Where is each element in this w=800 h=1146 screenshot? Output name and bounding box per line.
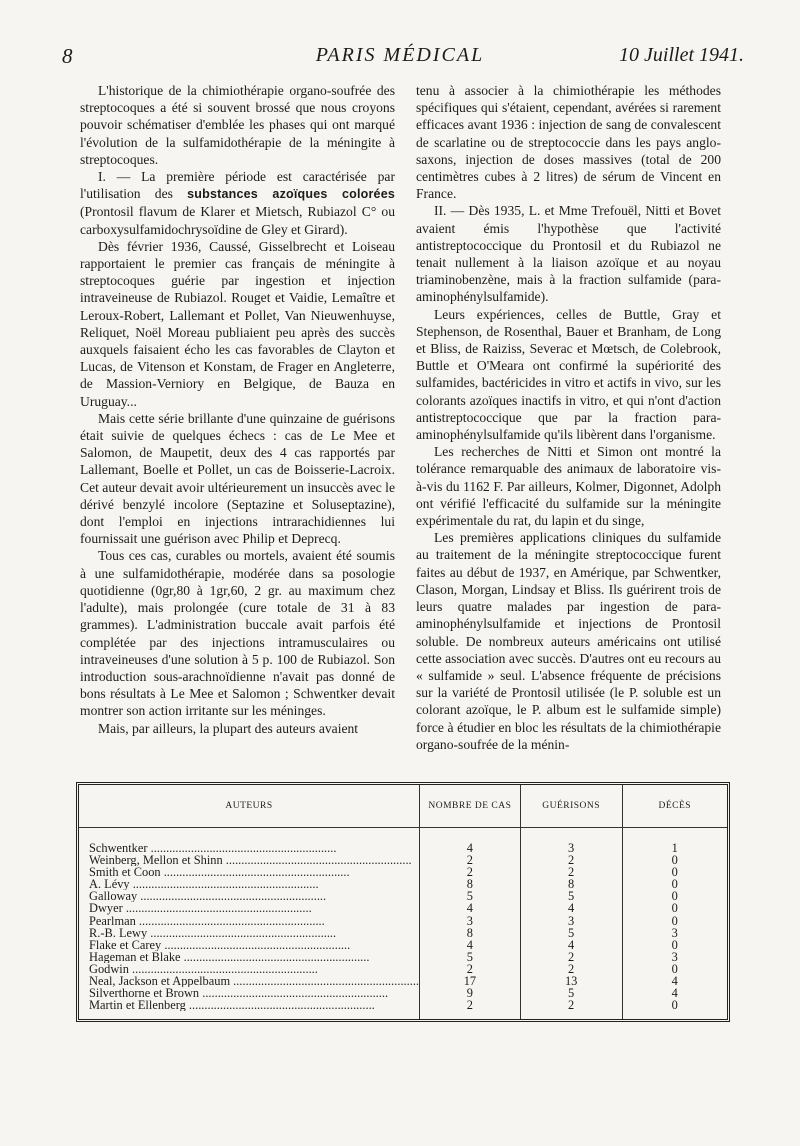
running-header <box>56 44 744 74</box>
table-value-recoveries: 3 <box>568 841 575 855</box>
header-recoveries: GUÉRISONS <box>520 785 622 828</box>
header-cases: NOMBRE DE CAS <box>420 785 521 828</box>
period-one-emphasis: substances azoïques colorées <box>187 187 396 202</box>
table-value-recoveries: 5 <box>568 925 575 940</box>
table-value-deaths: 0 <box>671 937 678 952</box>
table-value-deaths: 3 <box>671 949 678 964</box>
table-value-recoveries: 2 <box>568 961 575 976</box>
table-value-recoveries: 8 <box>568 877 575 892</box>
paragraph: Les premières applications cliniques du sulfamide au traitement de la méningite streptococcique furent faites au début de 1937, en Amérique, par Schwentker, Clason, Morgan, Lindsay et Bliss. Ils guérirent trois de leurs quatre malades par ingestion de para-aminophénylsulfamide et injections de Prontosil soluble. De nombreux auteurs américains ont utilisé cette association avec succès. D'autres ont eu recours au « sulfamide » seul. L'absence fréquente de précisions sur la variété de Prontosil utilisée (le P. soluble est un colorant azoïque, le P. album est le sulfamide simple) force à étudier en bloc les résultats de la chimiothérapie organo-soufrée de la ménin- <box>416 530 721 752</box>
author-name: Galloway ............................................................ <box>89 890 327 903</box>
table-value-cases: 3 <box>466 913 473 928</box>
table-value-recoveries: 4 <box>568 937 575 952</box>
period-one-intro: I. — La première période est caractérisée par l'utilisation des <box>80 169 395 202</box>
paragraph: Les recherches de Nitti et Simon ont montré la tolérance remarquable des animaux de laboratoire vis-à-vis du 1162 F. Par ailleurs, Kolmer, Digonnet, Adolph ont vérifié l'efficacité du sulfamide sur la méningite expérimentale du rat, du lapin et du singe, <box>416 444 721 529</box>
table-value-recoveries: 4 <box>568 901 575 916</box>
paragraph: II. — Dès 1935, L. et Mme Trefouël, Nitti et Bovet avaient émis l'hypothèse que l'activité antistreptococcique du Prontosil et du Rubiazol ne tenait nullement à la liaison azoïque et au noyau triaminobenzène, mais à la fraction sulfamide (para-aminophénylsulfamide). <box>416 203 721 305</box>
author-name: A. Lévy ............................................................ <box>89 878 319 891</box>
table-value-cases: 2 <box>466 961 473 976</box>
paragraph: Mais, par ailleurs, la plupart des auteurs avaient <box>98 720 359 736</box>
author-name: Neal, Jackson et Appelbaum ............................................................ <box>89 975 420 988</box>
table-value-deaths: 3 <box>671 925 678 940</box>
table-value-cases: 5 <box>466 889 473 904</box>
table-value-deaths: 4 <box>671 974 678 989</box>
table-value-deaths: 0 <box>671 998 678 1013</box>
table-value-deaths: 0 <box>671 889 678 904</box>
table-value-cases: 2 <box>466 998 473 1013</box>
paragraph: Tous ces cas, curables ou mortels, avaient été soumis à une sulfamidothérapie, modérée dans sa posologie quotidienne (0gr,80 à 1gr,60, 2 gr. au maximum chez l'adulte), mais prolongée (cure totale de 31 à 83 grammes). L'administration buccale avait parfois été complétée par des injections intramusculaires ou intraveineuses d'une solution à 5 p. 100 de Rubiazol. Son introduction sous-arachnoïdienne n'avait pas donné de bons résultats à Le Mee et Salomon ; Schwentker devait montrer son action irritante sur les méninges. <box>80 548 395 719</box>
author-name: R.-B. Lewy ............................................................ <box>89 926 337 939</box>
left-column <box>80 82 395 737</box>
table-value-recoveries: 2 <box>568 949 575 964</box>
table-value-recoveries: 2 <box>568 998 575 1013</box>
table-value-recoveries: 2 <box>568 865 575 880</box>
column-recoveries <box>520 828 622 1020</box>
table-value-recoveries: 2 <box>568 853 575 868</box>
author-name: Martin et Ellenberg ............................................................ <box>89 999 375 1012</box>
author-name: Schwentker ............................................................ <box>89 842 337 855</box>
table-value-cases: 4 <box>466 841 473 855</box>
table-value-recoveries: 5 <box>568 889 575 904</box>
table-value-cases: 9 <box>466 986 473 1001</box>
author-name: Dwyer ............................................................ <box>89 902 312 915</box>
right-column <box>416 82 721 753</box>
table-value-recoveries: 3 <box>568 913 575 928</box>
page-number: 8 <box>62 44 73 68</box>
table-value-deaths: 0 <box>671 961 678 976</box>
issue-date: 10 Juillet 1941. <box>619 44 744 66</box>
table-value-recoveries: 13 <box>564 974 578 989</box>
table-value-deaths: 1 <box>671 841 678 855</box>
author-name: Smith et Coon ............................................................ <box>89 866 350 879</box>
table-value-deaths: 4 <box>671 986 678 1001</box>
table-value-cases: 2 <box>466 853 473 868</box>
author-name: Hageman et Blake ............................................................ <box>89 950 370 963</box>
table-value-cases: 4 <box>466 901 473 916</box>
paragraph: Leurs expériences, celles de Buttle, Gray et Stephenson, de Rosenthal, Bauer et Branham, de Long et Bliss, de Raiziss, Severac et Mœtsch, de Colebrook, Buttle et O'Meara ont confirmé la supériorité des sulfamides, bactéricides in vitro et actifs in vivo, sur les colorants azoïques inactifs in vitro, et qui n'ont d'action antistreptococcique que par la fraction para-aminophénylsulfamide qu'ils libèrent dans l'organisme. <box>416 306 721 443</box>
paragraph: Mais cette série brillante d'une quinzaine de guérisons était suivie de quelques échecs : cas de Le Mee et Salomon, de Maupetit, deux des 4 cas rapportés par Lallemant, Boelle et Pollet, un cas de Boisserie-Lacroix. Cet auteur devait avoir ultérieurement un insuccès avec le dérivé benzylé incolore (Septazine et Soluseptazine), dont l'emploi en injections intrarachidiennes lui fournissait une guérison avec Philip et Deprecq. <box>80 410 395 547</box>
period-one-paragraph <box>80 168 395 238</box>
table-value-cases: 8 <box>466 925 473 940</box>
table-value-deaths: 0 <box>671 865 678 880</box>
author-name: Silverthorne et Brown ............................................................ <box>89 987 389 1000</box>
table-value-cases: 5 <box>466 949 473 964</box>
header-authors: AUTEURS <box>79 785 420 828</box>
table-value-deaths: 0 <box>671 877 678 892</box>
column-authors <box>79 828 420 1020</box>
author-name: Flake et Carey ............................................................ <box>89 938 351 951</box>
period-one-text: (Prontosil flavum de Klarer et Mietsch, Rubiazol C° ou carboxysulfamidochrysoïdine de Gley et Girard). <box>80 204 395 237</box>
table-value-deaths: 0 <box>671 901 678 916</box>
results-table <box>76 782 730 1022</box>
table-value-cases: 4 <box>466 937 473 952</box>
paragraph: Dès février 1936, Caussé, Gisselbrecht et Loiseau rapportaient le premier cas français de méningite à streptocoques guérie par ingestion et injection intraveineuse de Rubiazol. Rouget et Vaidie, Lemaître et Leroux-Robert, Lallemant et Pollet, Van Nieuwenhuyse, Reliquet, Noël Moreau publiaient peu après des succès auxquels faisaient écho les cas favorables de Clayton et Lucas, de Vitenson et Konstam, de Frager en Angleterre, de Massion-Verniory en Belgique, de Bauza en Uruguay... <box>80 238 395 409</box>
author-name: Pearlman ............................................................ <box>89 914 325 927</box>
paragraph: L'historique de la chimiothérapie organo-soufrée des streptocoques a été si souvent brossé que nous croyons pouvoir schématiser d'emblée les phases qui ont marqué l'évolution de la sulfamidothérapie de la méningite à streptocoques. <box>80 83 395 167</box>
table-value-recoveries: 5 <box>568 986 575 1001</box>
author-name: Godwin ............................................................ <box>89 962 318 976</box>
author-name: Weinberg, Mellon et Shinn ............................................................ <box>89 854 412 867</box>
table-value-deaths: 0 <box>671 913 678 928</box>
table-value-deaths: 0 <box>671 853 678 868</box>
header-deaths: DÉCÈS <box>622 785 727 828</box>
table-value-cases: 8 <box>466 877 473 892</box>
paragraph: tenu à associer à la chimiothérapie les méthodes spécifiques qui s'étaient, cependant, avérées si rarement efficaces avant 1936 : injection de sang de convalescent de scarlatine ou de streptococcie dans les pays anglo-saxons, injection de doses massives (total de 200 centimètres cubes à 2 litres) de sérum de Vincent en France. <box>416 83 721 202</box>
journal-title: PARIS MÉDICAL <box>315 44 485 66</box>
column-deaths <box>622 828 727 1020</box>
column-cases <box>420 828 521 1020</box>
table-header-row <box>79 785 727 828</box>
table-value-cases: 17 <box>463 974 477 989</box>
table-value-cases: 2 <box>466 865 473 880</box>
